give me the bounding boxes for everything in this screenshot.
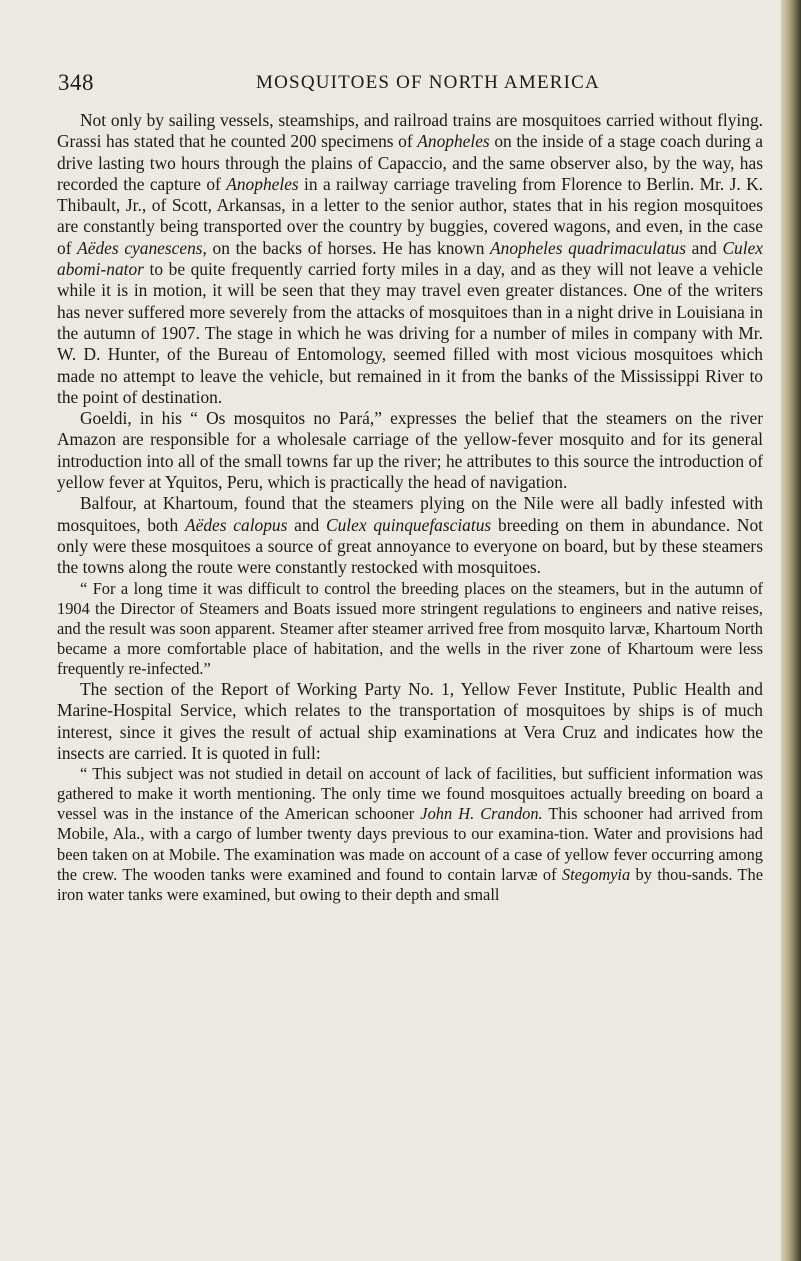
italic-term: Culex abomi-nator — [57, 237, 764, 280]
italic-term: Anopheles — [417, 131, 490, 152]
text-run: Not only by sailing vessels, steamships, and railroad trains are mosquitoes carried without flying. Grassi has stated that he counted 200 specimens of — [57, 110, 763, 152]
text-run: on the inside of a stage coach during a drive lasting two hours through the plains of Capaccio, and the same observer also, by the way, has recorded the capture of — [57, 131, 763, 194]
text-run: and — [686, 237, 723, 258]
paragraph-p3 — [57, 493, 763, 578]
body-text — [57, 110, 763, 905]
italic-term: Culex quinquefasciatus — [326, 514, 492, 535]
text-run: in a railway carriage traveling from Florence to Berlin. Mr. J. K. Thibault, Jr., of Scott, Arkansas, in a letter to the senior author, states that in his region mosquitoes are constantly being transported over the country by buggies, covered wagons, and even, in the case of — [57, 173, 764, 258]
running-title: MOSQUITOES OF NORTH AMERICA — [256, 72, 600, 93]
paragraph-p1 — [57, 110, 763, 408]
text-run: by thou-sands. The iron water tanks were examined, but owing to their depth and small — [57, 864, 763, 904]
text-run: on the backs of horses. He has known — [206, 237, 491, 258]
italic-term: Stegomyia — [561, 864, 631, 884]
text-run: Goeldi, in his “ Os mosquitos no Pará,” expresses the belief that the steamers on the river Amazon are responsible for a wholesale carriage of the yellow-fever mosquito and for its general introduction into all of the small towns far up the river; he attributes to this source the introduction of yellow fever at Yquitos, Peru, which is practically the head of navigation. — [57, 408, 763, 493]
italic-term: Aëdes calopus — [185, 514, 288, 535]
text-run: and — [287, 514, 326, 535]
text-run: breeding on them in abundance. Not only were these mosquitoes a source of great annoyance to everyone on board, but by these steamers the towns along the route were constantly restocked with mosquitoes. — [57, 514, 764, 578]
italic-term: Anopheles quadrimaculatus — [490, 237, 687, 258]
text-run: This schooner had arrived from Mobile, Ala., with a cargo of lumber twenty days previous to our examina-tion. Water and provisions had been taken on at Mobile. The examination was made on account of a case of yellow fever occurring among the crew. The wooden tanks were examined and found to contain larvæ of — [57, 804, 763, 884]
text-run: to be quite frequently carried forty miles in a day, and as they will not leave a vehicle while it is in motion, it will be seen that they may travel even greater distances. One of the writers has never suffered more severely from the attacks of mosquitoes than in a night drive in Louisiana in the autumn of 1907. The stage in which he was driving for a number of miles in company with Mr. W. D. Hunter, of the Bureau of Entomology, seemed filled with most vicious mosquitoes which made no attempt to leave the vehicle, but remained in it from the banks of the Mississippi River to the point of destination. — [57, 259, 763, 407]
quote-paragraph-p4 — [57, 579, 763, 679]
page-header — [58, 70, 758, 100]
italic-term: Aëdes cyanescens, — [77, 237, 207, 258]
text-run: “ For a long time it was difficult to control the breeding places on the steamers, but in the autumn of 1904 the Director of Steamers and Boats issued more stringent regulations to engineers and native reises, and the result was soon apparent. Steamer after steamer arrived free from mosquito larvæ, Khartoum North became a more comfortable place of habitation, and the wells in the river zone of Khartoum were less frequently re-infected.” — [57, 578, 763, 678]
paragraph-p2 — [57, 408, 763, 493]
text-run: “ This subject was not studied in detail on account of lack of facilities, but sufficient information was gathered to make it worth mentioning. The only time we found mosquitoes actually breeding on board a vessel was in the instance of the American schooner — [57, 764, 763, 824]
page-number: 348 — [58, 70, 94, 95]
page-edge-shadow — [781, 0, 801, 1261]
italic-term: Anopheles — [226, 173, 299, 194]
text-run: Balfour, at Khartoum, found that the steamers plying on the Nile were all badly infested with mosquitoes, both — [57, 493, 763, 535]
quote-paragraph-p6 — [57, 764, 763, 905]
paragraph-p5 — [57, 679, 763, 764]
italic-term: John H. Crandon. — [420, 804, 543, 824]
text-run: The section of the Report of Working Party No. 1, Yellow Fever Institute, Public Health and Marine-Hospital Service, which relates to the transportation of mosquitoes by ships is of much interest, since it gives the result of actual ship examinations at Vera Cruz and indicates how the insects are carried. It is quoted in full: — [57, 679, 763, 763]
